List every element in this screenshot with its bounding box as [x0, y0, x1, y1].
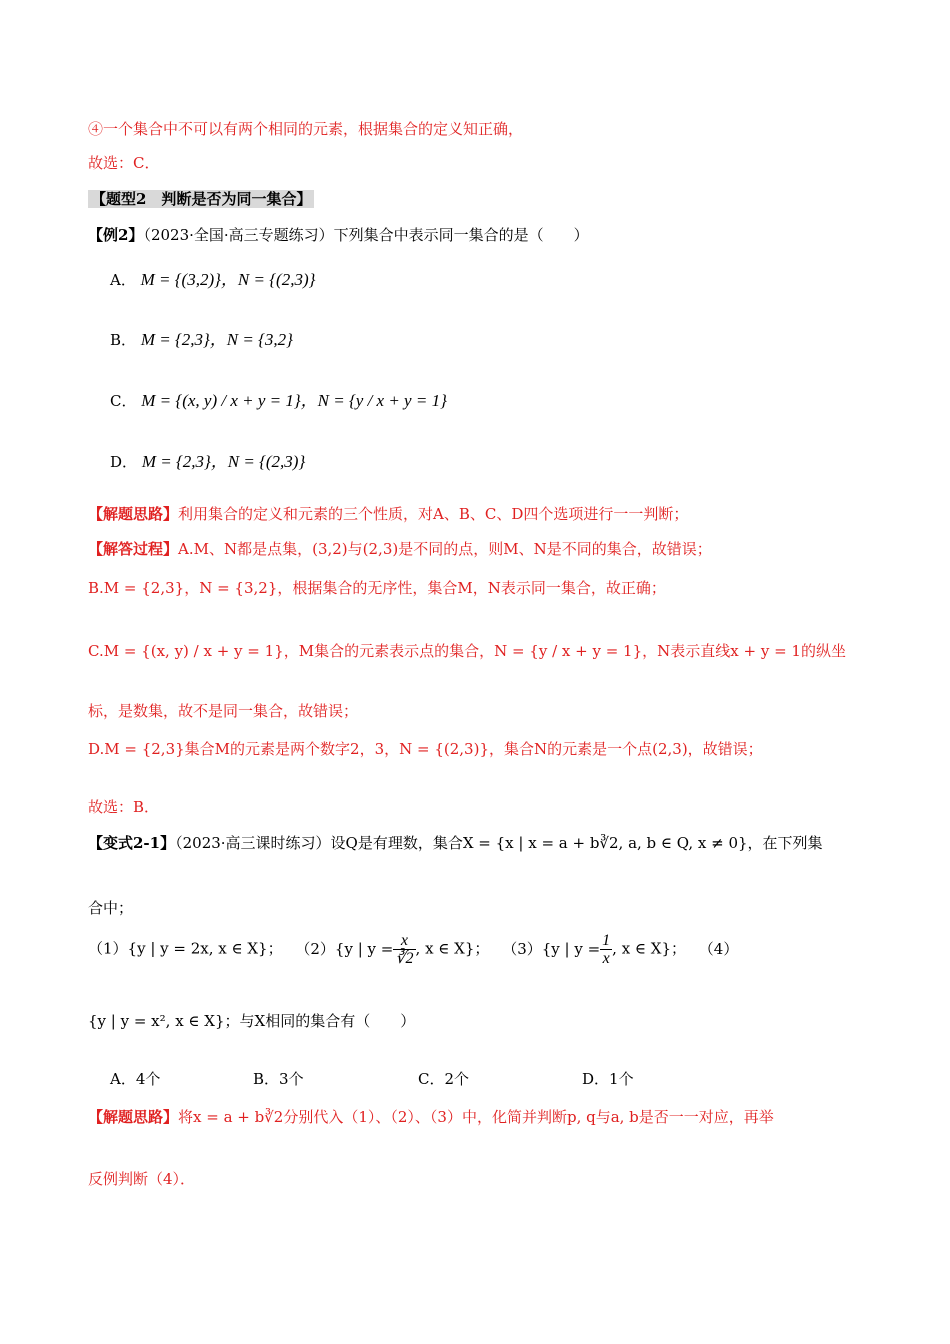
process-line-b: B.M = {2,3}，N = {3,2}，根据集合的无序性，集合M，N表示同一集合，故正确； [88, 579, 666, 597]
set-2-start: （2）{y | y = [295, 939, 394, 958]
process-line-a [88, 538, 712, 559]
example-tag: 【例2】 [88, 226, 144, 244]
option-a [110, 265, 315, 290]
process-label: 【解答过程】 [88, 540, 179, 558]
thinking-text: 利用集合的定义和元素的三个性质，对A、B、C、D四个选项进行一一判断； [178, 505, 689, 523]
option-b-letter: B． [110, 331, 137, 349]
set-2-numerator: x [393, 932, 415, 950]
option-b-formula: M = {2,3}，N = {3,2} [140, 330, 293, 349]
option-c-formula: M = {(x, y) / x + y = 1}，N = {y / x + y = 1} [141, 391, 447, 410]
choice-c: C．2个 [418, 1070, 470, 1088]
set-2-fraction [393, 932, 415, 967]
option-d [110, 447, 305, 472]
set-3-fraction [600, 932, 612, 967]
set-3-start: （3）{y | y = [502, 939, 601, 958]
set-2-end: , x ∈ X}； [415, 939, 490, 958]
variant-thinking-line [88, 1106, 774, 1127]
process-line-c: C.M = {(x, y) / x + y = 1}，M集合的元素表示点的集合，N = {y / x + y = 1}，N表示直线x + y = 1的纵坐 [88, 642, 846, 660]
option-a-formula: M = {(3,2)}，N = {(2,3)} [140, 270, 316, 289]
process-line-d: D.M = {2,3}集合M的元素是两个数字2，3，N = {(2,3)}，集合N的元素是一个点(2,3)，故错误； [88, 740, 763, 758]
option-a-letter: A． [110, 271, 136, 289]
final-answer: 故选：B． [88, 798, 160, 816]
option-c-letter: C． [110, 392, 137, 410]
conclusion-line: ④一个集合中不可以有两个相同的元素，根据集合的定义知正确， [88, 120, 524, 138]
variant-tag: 【变式2-1】 [88, 834, 176, 852]
variant-thinking-cont: 反例判断（4）． [88, 1170, 196, 1188]
variant-intro [88, 832, 823, 853]
process-a-text: A.M、N都是点集，(3,2)与(2,3)是不同的点，则M、N是不同的集合，故错误； [178, 540, 712, 558]
variant-intro-cont: 合中； [88, 899, 134, 917]
set-1: （1）{y | y = 2x, x ∈ X}； [88, 939, 283, 958]
set-3-denominator: x [602, 950, 610, 967]
answer-line: 故选：C． [88, 154, 160, 172]
choice-a: A．4个 [110, 1070, 161, 1088]
heading-label: 【题型2 判断是否为同一集合】 [88, 190, 314, 208]
set-2-denominator: ∛2 [395, 950, 414, 967]
example-text: （2023·全国·高三专题练习）下列集合中表示同一集合的是（ ） [143, 226, 589, 244]
option-d-letter: D． [110, 453, 138, 471]
option-b [110, 325, 293, 350]
choice-b: B．3个 [253, 1070, 304, 1088]
variant-intro-text: （2023·高三课时练习）设Q是有理数，集合X = {x | x = a + b∛2, a, b ∈ Q, x ≠ 0}，在下列集 [175, 834, 823, 852]
process-line-c-cont: 标，是数集，故不是同一集合，故错误； [88, 702, 359, 720]
set-3-numerator: 1 [602, 932, 611, 949]
option-c [110, 386, 447, 411]
set-options-row [88, 932, 738, 967]
thinking-line [88, 503, 688, 524]
variant-thinking-label: 【解题思路】 [88, 1108, 179, 1126]
set-3-end: , x ∈ X}； [612, 939, 687, 958]
example-question [88, 224, 589, 245]
thinking-label: 【解题思路】 [88, 505, 179, 523]
variant-thinking-text: 将x = a + b∛2分别代入（1）、（2）、（3）中，化简并判断p, q与a, b是否一一对应，再举 [178, 1108, 774, 1126]
section-heading [88, 188, 314, 209]
set-4-line: {y | y = x², x ∈ X}；与X相同的集合有（ ） [88, 1012, 416, 1030]
set-4-label: （4） [698, 939, 739, 958]
option-d-formula: M = {2,3}，N = {(2,3)} [141, 452, 306, 471]
choice-d: D．1个 [582, 1070, 634, 1088]
